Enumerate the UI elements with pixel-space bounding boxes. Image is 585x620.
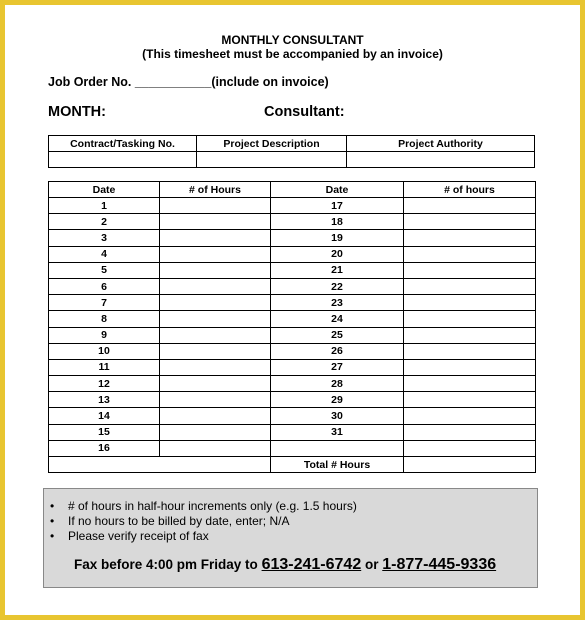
hours-cell[interactable] <box>404 376 536 392</box>
hours-row <box>49 278 536 294</box>
hours-cell[interactable] <box>160 214 271 230</box>
hours-cell[interactable] <box>404 311 536 327</box>
hours-cell[interactable] <box>160 408 271 424</box>
date-cell: 25 <box>271 327 404 343</box>
hours-row <box>49 440 536 456</box>
note-text: # of hours in half-hour increments only (e.g. 1.5 hours) <box>68 499 357 513</box>
description-cell[interactable] <box>197 152 347 168</box>
authority-header: Project Authority <box>347 136 535 152</box>
hours-row <box>49 295 536 311</box>
hours-cell[interactable] <box>160 392 271 408</box>
hours-cell[interactable] <box>160 278 271 294</box>
notes-list <box>50 499 357 544</box>
date-cell: 20 <box>271 246 404 262</box>
hours-row <box>49 214 536 230</box>
hours-cell[interactable] <box>404 262 536 278</box>
date-cell: 9 <box>49 327 160 343</box>
fax-number-2[interactable]: 1-877-445-9336 <box>382 556 497 573</box>
hours-row <box>49 359 536 375</box>
hours-table <box>48 181 536 473</box>
hours-row <box>49 311 536 327</box>
date-cell: 26 <box>271 343 404 359</box>
form-title: MONTHLY CONSULTANT <box>221 33 364 47</box>
date-cell: 15 <box>49 424 160 440</box>
hours-cell[interactable] <box>404 440 536 456</box>
contract-table <box>48 135 535 168</box>
hours-cell[interactable] <box>160 440 271 456</box>
timesheet-page <box>5 5 580 615</box>
note-item <box>50 514 357 529</box>
date-cell: 23 <box>271 295 404 311</box>
job-order-label: Job Order No. <box>48 75 132 89</box>
job-order-field[interactable]: ___________ <box>134 75 212 89</box>
fax-number-1[interactable]: 613-241-6742 <box>261 556 362 573</box>
contract-header: Contract/Tasking No. <box>49 136 197 152</box>
date-cell: 21 <box>271 262 404 278</box>
hours-row <box>49 424 536 440</box>
total-row <box>49 457 536 473</box>
hours-cell[interactable] <box>160 424 271 440</box>
date-cell: 12 <box>49 376 160 392</box>
hours-cell[interactable] <box>160 262 271 278</box>
consultant-label: Consultant: <box>264 104 345 120</box>
date-cell: 11 <box>49 359 160 375</box>
date-cell <box>271 440 404 456</box>
hours-row <box>49 327 536 343</box>
hours-cell[interactable] <box>160 246 271 262</box>
note-text: If no hours to be billed by date, enter; N/A <box>68 514 290 528</box>
date-cell: 24 <box>271 311 404 327</box>
date-cell: 2 <box>49 214 160 230</box>
hours-cell[interactable] <box>404 359 536 375</box>
hours-row <box>49 230 536 246</box>
hours-row <box>49 408 536 424</box>
date-cell: 19 <box>271 230 404 246</box>
date-cell: 16 <box>49 440 160 456</box>
hours-cell[interactable] <box>404 198 536 214</box>
hours-cell[interactable] <box>404 278 536 294</box>
hours-row <box>49 392 536 408</box>
fax-prefix: Fax before 4:00 pm Friday to <box>74 557 258 572</box>
note-item <box>50 499 357 514</box>
hours-cell[interactable] <box>160 311 271 327</box>
fax-or: or <box>364 557 379 572</box>
hours-header-left: # of Hours <box>160 182 271 198</box>
hours-cell[interactable] <box>404 408 536 424</box>
date-cell: 31 <box>271 424 404 440</box>
date-cell: 6 <box>49 278 160 294</box>
hours-cell[interactable] <box>160 359 271 375</box>
date-cell: 30 <box>271 408 404 424</box>
date-cell: 22 <box>271 278 404 294</box>
hours-cell[interactable] <box>404 392 536 408</box>
date-cell: 13 <box>49 392 160 408</box>
date-cell: 10 <box>49 343 160 359</box>
hours-cell[interactable] <box>160 295 271 311</box>
date-cell: 3 <box>49 230 160 246</box>
hours-cell[interactable] <box>404 424 536 440</box>
date-cell: 1 <box>49 198 160 214</box>
date-cell: 18 <box>271 214 404 230</box>
bullet-icon: • <box>50 514 55 528</box>
date-cell: 28 <box>271 376 404 392</box>
hours-cell[interactable] <box>404 230 536 246</box>
date-cell: 8 <box>49 311 160 327</box>
total-hours-label: Total # Hours <box>271 457 404 473</box>
description-header: Project Description <box>197 136 347 152</box>
hours-cell[interactable] <box>404 214 536 230</box>
month-label: MONTH: <box>48 104 106 120</box>
job-order-line <box>48 75 329 89</box>
hours-cell[interactable] <box>404 327 536 343</box>
total-hours-cell[interactable] <box>404 457 536 473</box>
bullet-icon: • <box>50 499 55 513</box>
hours-row <box>49 376 536 392</box>
date-header-left: Date <box>49 182 160 198</box>
hours-row <box>49 246 536 262</box>
notes-box <box>43 488 538 588</box>
date-cell: 17 <box>271 198 404 214</box>
date-cell: 5 <box>49 262 160 278</box>
job-order-note: (include on invoice) <box>211 75 329 89</box>
total-spacer-cell <box>49 457 271 473</box>
hours-row <box>49 262 536 278</box>
contract-cell[interactable] <box>49 152 197 168</box>
date-cell: 4 <box>49 246 160 262</box>
hours-row <box>49 343 536 359</box>
bullet-icon: • <box>50 529 55 543</box>
form-subtitle: (This timesheet must be accompanied by an invoice) <box>142 47 443 61</box>
date-cell: 27 <box>271 359 404 375</box>
hours-cell[interactable] <box>160 327 271 343</box>
hours-cell[interactable] <box>160 230 271 246</box>
date-cell: 14 <box>49 408 160 424</box>
hours-cell[interactable] <box>404 343 536 359</box>
hours-row <box>49 198 536 214</box>
note-text: Please verify receipt of fax <box>68 529 209 543</box>
hours-header-right: # of hours <box>404 182 536 198</box>
hours-cell[interactable] <box>160 376 271 392</box>
hours-cell[interactable] <box>160 343 271 359</box>
authority-cell[interactable] <box>347 152 535 168</box>
date-cell: 7 <box>49 295 160 311</box>
hours-cell[interactable] <box>160 198 271 214</box>
hours-cell[interactable] <box>404 295 536 311</box>
hours-cell[interactable] <box>404 246 536 262</box>
note-item <box>50 529 357 544</box>
date-header-right: Date <box>271 182 404 198</box>
fax-instruction <box>74 556 496 574</box>
date-cell: 29 <box>271 392 404 408</box>
